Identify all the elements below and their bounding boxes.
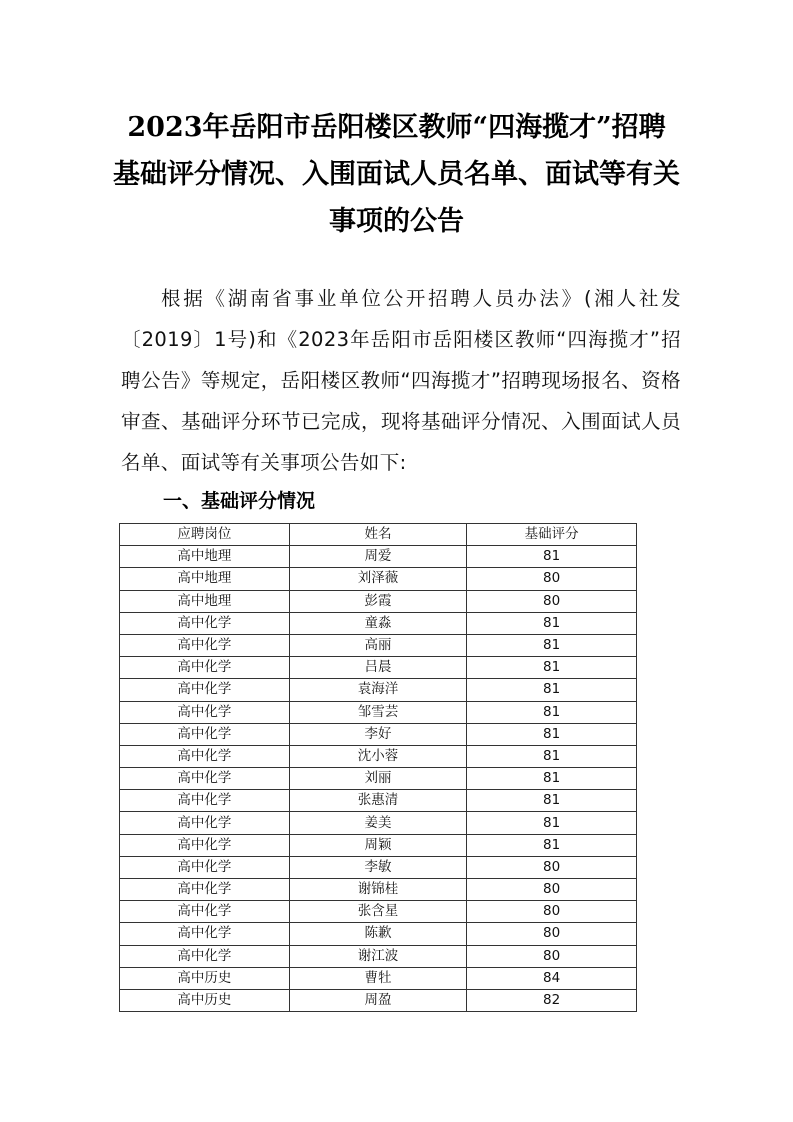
table-row (120, 790, 637, 812)
cell-score: 80 (467, 923, 637, 945)
cell-position: 高中历史 (120, 989, 290, 1011)
cell-score: 80 (467, 945, 637, 967)
table-row (120, 657, 637, 679)
table-row (120, 612, 637, 634)
cell-name: 李好 (289, 723, 467, 745)
cell-position: 高中化学 (120, 945, 290, 967)
title-line-3: 事项的公告 (329, 206, 464, 237)
cell-score: 84 (467, 967, 637, 989)
cell-name: 周爱 (289, 546, 467, 568)
table-row (120, 967, 637, 989)
cell-position: 高中化学 (120, 701, 290, 723)
cell-score: 81 (467, 634, 637, 656)
cell-score: 82 (467, 989, 637, 1011)
cell-position: 高中化学 (120, 790, 290, 812)
cell-position: 高中地理 (120, 546, 290, 568)
cell-position: 高中化学 (120, 901, 290, 923)
section-heading: 一、基础评分情况 (163, 490, 316, 512)
cell-position: 高中化学 (120, 679, 290, 701)
cell-score: 81 (467, 723, 637, 745)
table-body (120, 546, 637, 1012)
header-position: 应聘岗位 (120, 524, 290, 546)
table-row (120, 923, 637, 945)
cell-name: 沈小蓉 (289, 745, 467, 767)
cell-name: 姜美 (289, 812, 467, 834)
table-row (120, 989, 637, 1011)
cell-position: 高中化学 (120, 612, 290, 634)
cell-score: 81 (467, 790, 637, 812)
cell-score: 81 (467, 834, 637, 856)
cell-name: 张惠清 (289, 790, 467, 812)
table-row (120, 723, 637, 745)
cell-name: 邹雪芸 (289, 701, 467, 723)
cell-score: 81 (467, 701, 637, 723)
cell-score: 80 (467, 856, 637, 878)
cell-name: 吕晨 (289, 657, 467, 679)
cell-name: 谢锦桂 (289, 879, 467, 901)
cell-score: 81 (467, 745, 637, 767)
cell-position: 高中地理 (120, 590, 290, 612)
cell-position: 高中化学 (120, 634, 290, 656)
table-row (120, 945, 637, 967)
cell-position: 高中化学 (120, 768, 290, 790)
table-row (120, 701, 637, 723)
header-name: 姓名 (289, 524, 467, 546)
cell-score: 81 (467, 612, 637, 634)
cell-name: 张含星 (289, 901, 467, 923)
table-row (120, 679, 637, 701)
header-score: 基础评分 (467, 524, 637, 546)
cell-position: 高中历史 (120, 967, 290, 989)
table-row (120, 768, 637, 790)
title-line-1: 2023年岳阳市岳阳楼区教师“四海揽才”招聘 (127, 112, 666, 143)
intro-paragraph-block (121, 278, 681, 483)
title-line-2: 基础评分情况、入围面试人员名单、面试等有关 (113, 159, 680, 190)
table-row (120, 634, 637, 656)
cell-position: 高中化学 (120, 723, 290, 745)
cell-name: 刘泽薇 (289, 568, 467, 590)
cell-name: 彭霞 (289, 590, 467, 612)
cell-position: 高中化学 (120, 923, 290, 945)
table-row (120, 546, 637, 568)
cell-position: 高中化学 (120, 834, 290, 856)
cell-position: 高中化学 (120, 856, 290, 878)
cell-score: 80 (467, 568, 637, 590)
cell-score: 81 (467, 546, 637, 568)
score-table (119, 523, 637, 1012)
cell-name: 童淼 (289, 612, 467, 634)
table-row (120, 812, 637, 834)
cell-name: 周盈 (289, 989, 467, 1011)
cell-position: 高中地理 (120, 568, 290, 590)
cell-score: 81 (467, 812, 637, 834)
table-row (120, 568, 637, 590)
cell-name: 陈歉 (289, 923, 467, 945)
cell-score: 81 (467, 657, 637, 679)
cell-name: 刘丽 (289, 768, 467, 790)
cell-name: 曹牡 (289, 967, 467, 989)
cell-position: 高中化学 (120, 879, 290, 901)
cell-name: 袁海洋 (289, 679, 467, 701)
cell-position: 高中化学 (120, 657, 290, 679)
cell-name: 周颖 (289, 834, 467, 856)
document-title (100, 104, 693, 245)
table-row (120, 745, 637, 767)
table-row (120, 856, 637, 878)
table-row (120, 590, 637, 612)
intro-paragraph: 根据《湖南省事业单位公开招聘人员办法》(湘人社发〔2019〕1号)和《2023年岳阳市岳阳楼区教师“四海揽才”招聘公告》等规定，岳阳楼区教师“四海揽才”招聘现场报名、资格审查、基础评分环节已完成，现将基础评分情况、入围面试人员名单、面试等有关事项公告如下: (121, 287, 681, 474)
table-row (120, 879, 637, 901)
cell-name: 李敏 (289, 856, 467, 878)
cell-score: 81 (467, 679, 637, 701)
table-row (120, 901, 637, 923)
cell-score: 80 (467, 879, 637, 901)
cell-score: 81 (467, 768, 637, 790)
cell-name: 高丽 (289, 634, 467, 656)
cell-position: 高中化学 (120, 745, 290, 767)
cell-score: 80 (467, 901, 637, 923)
cell-name: 谢江波 (289, 945, 467, 967)
table-row (120, 834, 637, 856)
table-header-row (120, 524, 637, 546)
cell-position: 高中化学 (120, 812, 290, 834)
cell-score: 80 (467, 590, 637, 612)
